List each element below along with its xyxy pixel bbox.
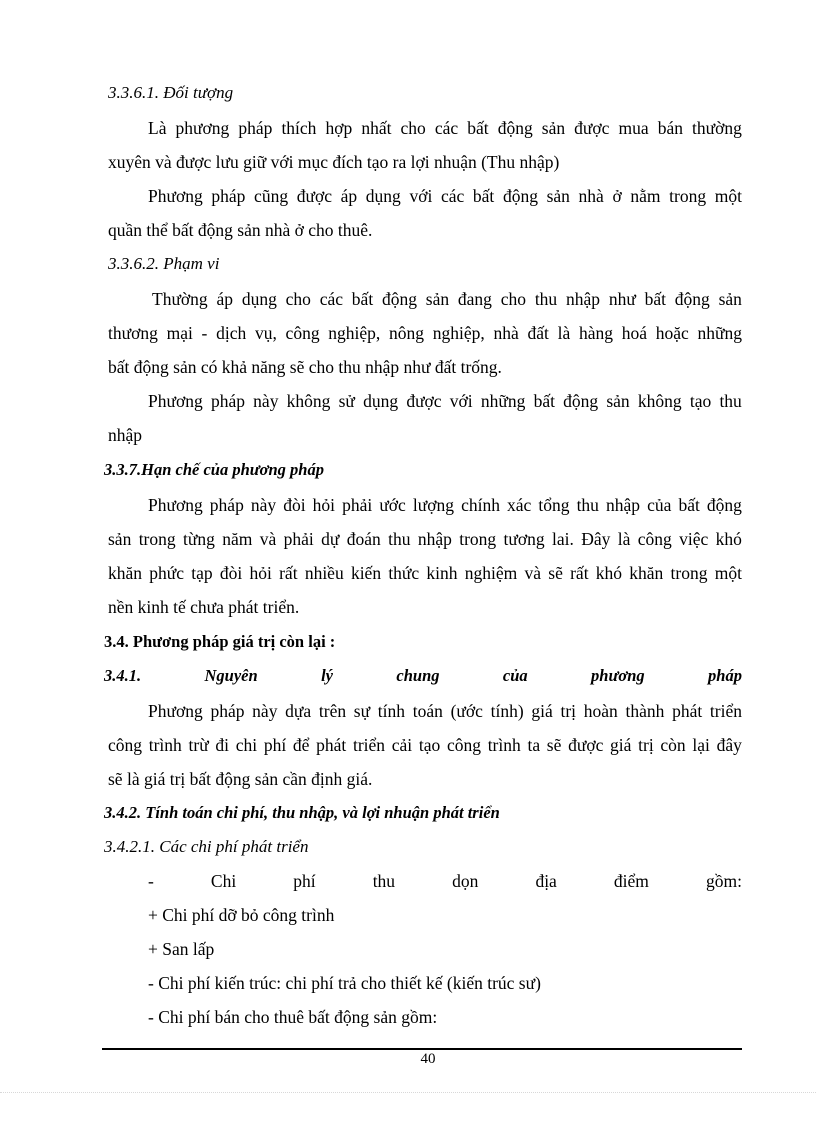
word: thương <box>108 323 158 343</box>
word: nhập <box>606 495 641 515</box>
word: nhà <box>578 186 604 206</box>
word: Đây <box>581 529 611 549</box>
word: phải <box>283 529 314 549</box>
word: nhiều <box>304 563 344 583</box>
word: này <box>252 701 278 721</box>
word: thức <box>388 563 420 583</box>
word: mại <box>166 323 193 343</box>
bullet-line <box>148 870 742 892</box>
word: khó <box>595 563 623 583</box>
word: thường <box>692 118 742 138</box>
word: động <box>674 289 710 309</box>
word: pháp <box>210 391 245 411</box>
word: dụng <box>241 289 277 309</box>
word: cho <box>500 289 527 309</box>
word: bất <box>644 289 666 309</box>
bullet-line: + San lấp <box>148 939 215 959</box>
word: tạp <box>191 563 213 583</box>
paragraph-line <box>148 390 742 412</box>
word: trình <box>487 735 521 755</box>
word: mua <box>618 118 649 138</box>
word: phương <box>591 666 645 685</box>
word: thu <box>372 871 396 891</box>
word: Phương <box>148 495 203 515</box>
paragraph-line <box>148 494 742 516</box>
word: tính <box>377 701 406 721</box>
word: kinh <box>426 563 458 583</box>
word: dụng <box>365 186 401 206</box>
word: xác <box>507 495 532 515</box>
word: cũng <box>254 186 289 206</box>
word: bất <box>472 186 495 206</box>
word: chính <box>461 495 500 515</box>
word: để <box>292 735 310 755</box>
word: công <box>285 323 320 343</box>
bullet-line: + Chi phí dỡ bỏ công trình <box>148 905 335 925</box>
word: Là <box>148 118 167 138</box>
word: sản <box>108 529 132 549</box>
word: sự <box>353 701 371 721</box>
word: hoàn <box>583 701 618 721</box>
word: chung <box>396 666 440 685</box>
word: thích <box>281 118 317 138</box>
word: nhập <box>417 529 452 549</box>
word: pháp <box>708 666 742 685</box>
word: ta <box>527 735 541 755</box>
word: phải <box>342 495 373 515</box>
paragraph-line: sẽ là giá trị bất động sản cần định giá. <box>108 769 373 789</box>
paragraph-line <box>108 528 742 550</box>
word: sản <box>718 289 742 309</box>
word: thành <box>625 701 665 721</box>
word: pháp <box>210 701 245 721</box>
word: lai. <box>552 529 574 549</box>
word: với <box>449 391 473 411</box>
paragraph-line <box>148 185 742 207</box>
word: nằm <box>630 186 661 206</box>
word: trong <box>138 529 176 549</box>
word: được <box>296 186 332 206</box>
word: tạo <box>689 391 712 411</box>
word: được <box>406 391 442 411</box>
paragraph-line: nhập <box>108 425 143 445</box>
word: sẽ <box>546 735 562 755</box>
word: trị <box>638 735 654 755</box>
heading-3-3-6-2: 3.3.6.2. Phạm vi <box>108 254 220 273</box>
bullet-line: - Chi phí kiến trúc: chi phí trả cho thiết kế (kiến trúc sư) <box>148 973 541 993</box>
word: dụng <box>363 391 399 411</box>
word: triển <box>709 701 742 721</box>
word: động <box>497 118 533 138</box>
word: thu <box>388 529 411 549</box>
word: - <box>148 871 154 891</box>
word: những <box>697 323 742 343</box>
word: trong <box>670 563 708 583</box>
footer-rule <box>102 1048 742 1050</box>
bullet-line: - Chi phí bán cho thuê bất động sản gồm: <box>148 1007 438 1027</box>
word: bất <box>351 289 374 309</box>
word: này <box>253 391 279 411</box>
word: pháp <box>211 186 246 206</box>
word: phí <box>293 871 316 891</box>
word: sử <box>338 391 355 411</box>
word: lại <box>692 735 710 755</box>
word: nghiệm <box>464 563 518 583</box>
word: nghiệp, <box>328 323 381 343</box>
page-number: 40 <box>420 1051 436 1067</box>
word: dọn <box>452 871 479 891</box>
word: từng <box>183 529 215 549</box>
word: tạo <box>418 735 441 755</box>
word: còn <box>660 735 686 755</box>
word: cho <box>400 118 426 138</box>
word: phí <box>263 735 287 755</box>
word: một <box>714 186 742 206</box>
word: khăn <box>108 563 143 583</box>
word: công <box>637 529 672 549</box>
word: như <box>608 289 636 309</box>
word: Nguyên <box>204 666 258 685</box>
word: sản <box>425 289 450 309</box>
word: các <box>434 118 459 138</box>
paragraph-line <box>108 562 742 584</box>
word: dựa <box>285 701 312 721</box>
word: năm <box>222 529 253 549</box>
paragraph-line: nền kinh tế chưa phát triển. <box>108 597 300 617</box>
word: bất <box>467 118 489 138</box>
word: đoán <box>346 529 381 549</box>
paragraph-line <box>152 288 742 310</box>
word: hỏi <box>312 495 336 515</box>
word: - <box>201 323 208 343</box>
word: nhà <box>493 323 519 343</box>
word: trên <box>318 701 347 721</box>
word: động <box>563 391 599 411</box>
word: nhất <box>361 118 392 138</box>
word: động <box>502 186 538 206</box>
word: công <box>446 735 481 755</box>
word: này <box>250 495 277 515</box>
word: trong <box>459 529 497 549</box>
word: hoá <box>621 323 647 343</box>
word: ước <box>379 495 406 515</box>
word: động <box>381 289 417 309</box>
word: phát <box>672 701 703 721</box>
word: gồm: <box>705 871 742 891</box>
word: giá <box>531 701 553 721</box>
word: dự <box>321 529 340 549</box>
word: là <box>557 323 571 343</box>
word: với <box>409 186 433 206</box>
word: trị <box>560 701 577 721</box>
word: trừ <box>188 735 209 755</box>
word: cải <box>391 735 413 755</box>
word: hỏi <box>249 563 272 583</box>
word: đòi <box>283 495 306 515</box>
word: nông <box>389 323 425 343</box>
paragraph-line: xuyên và được lưu giữ với mục đích tạo ra lợi nhuận (Thu nhập) <box>108 152 560 172</box>
word: đất <box>527 323 549 343</box>
word: địa <box>535 871 557 891</box>
word: dịch <box>216 323 247 343</box>
word: của <box>502 666 528 685</box>
word: 3.4.1. <box>104 666 142 685</box>
word: đi <box>215 735 230 755</box>
word: kiến <box>350 563 382 583</box>
word: vụ, <box>254 323 277 343</box>
word: trong <box>669 186 707 206</box>
word: giá <box>610 735 632 755</box>
paragraph-line: quần thể bất động sản nhà ở cho thuê. <box>108 220 373 240</box>
word: công <box>108 735 143 755</box>
word: việc <box>679 529 709 549</box>
word: lượng <box>412 495 454 515</box>
word: (ước <box>450 701 483 721</box>
word: đang <box>457 289 492 309</box>
heading-3-3-6-1: 3.3.6.1. Đối tượng <box>108 83 234 102</box>
word: hàng <box>578 323 613 343</box>
word: Phương <box>148 186 203 206</box>
word: chi <box>235 735 258 755</box>
word: sản <box>606 391 630 411</box>
heading-3-4: 3.4. Phương pháp giá trị còn lại : <box>104 632 336 651</box>
word: Chi <box>210 871 237 891</box>
word: bất <box>533 391 555 411</box>
heading-3-4-1 <box>104 665 742 687</box>
word: được <box>574 118 610 138</box>
word: nhập <box>565 289 601 309</box>
word: thu <box>534 289 558 309</box>
word: các <box>440 186 465 206</box>
word: không <box>637 391 682 411</box>
word: của <box>647 495 672 515</box>
word: Phương <box>148 391 203 411</box>
paragraph-line: bất động sản có khả năng sẽ cho thu nhập như đất trống. <box>108 357 502 377</box>
word: hoặc <box>655 323 689 343</box>
word: khăn <box>629 563 664 583</box>
word: phương <box>175 118 230 138</box>
word: được <box>568 735 604 755</box>
word: một <box>714 563 742 583</box>
word: khó <box>715 529 742 549</box>
paragraph-line <box>108 734 742 756</box>
word: các <box>319 289 343 309</box>
word: tính) <box>490 701 524 721</box>
word: điểm <box>613 871 649 891</box>
word: pháp <box>238 118 273 138</box>
word: áp <box>340 186 358 206</box>
word: bất <box>678 495 700 515</box>
word: động <box>706 495 742 515</box>
word: triển <box>352 735 386 755</box>
word: sẽ <box>548 563 563 583</box>
word: Thường <box>152 289 208 309</box>
word: thu <box>576 495 599 515</box>
word: sản <box>541 118 566 138</box>
word: lý <box>321 666 333 685</box>
word: đây <box>716 735 742 755</box>
word: trình <box>148 735 182 755</box>
paragraph-line <box>148 700 742 722</box>
heading-3-4-2-1: 3.4.2.1. Các chi phí phát triển <box>104 837 309 856</box>
word: cho <box>285 289 311 309</box>
word: không <box>286 391 331 411</box>
word: hợp <box>325 118 353 138</box>
word: sản <box>546 186 570 206</box>
word: rất <box>570 563 589 583</box>
page-edge <box>0 1092 816 1093</box>
word: là <box>617 529 631 549</box>
word: tổng <box>538 495 570 515</box>
word: bán <box>657 118 683 138</box>
word: và <box>524 563 542 583</box>
word: ở <box>612 186 622 206</box>
word: toán <box>412 701 443 721</box>
paragraph-line <box>108 322 742 344</box>
paragraph-line <box>148 117 742 139</box>
word: Phương <box>148 701 203 721</box>
word: áp <box>216 289 234 309</box>
word: và <box>259 529 277 549</box>
word: pháp <box>209 495 244 515</box>
word: phát <box>316 735 347 755</box>
word: đòi <box>219 563 243 583</box>
word: rất <box>279 563 298 583</box>
word: phức <box>149 563 185 583</box>
heading-3-4-2: 3.4.2. Tính toán chi phí, thu nhập, và lợi nhuận phát triển <box>104 803 500 822</box>
word: những <box>480 391 526 411</box>
word: thu <box>719 391 742 411</box>
word: tương <box>503 529 545 549</box>
heading-3-3-7: 3.3.7.Hạn chế của phương pháp <box>104 460 324 479</box>
word: nghiệp, <box>432 323 485 343</box>
